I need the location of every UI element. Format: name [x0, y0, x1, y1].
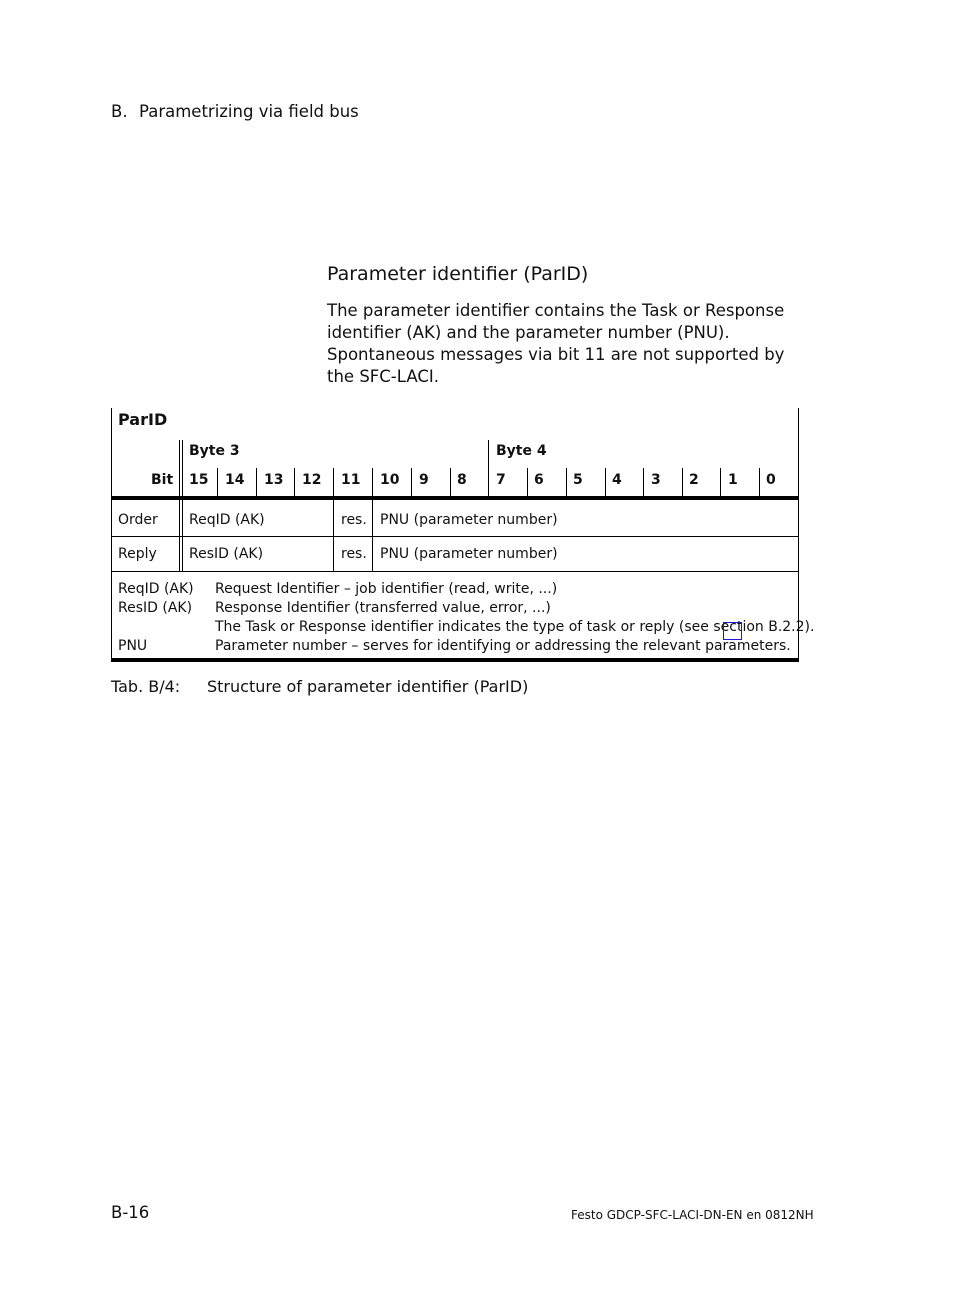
reply-row-label: Reply: [118, 546, 157, 562]
intro-paragraph: [327, 300, 797, 388]
bit-divider: [643, 468, 644, 496]
parid-table: [111, 408, 815, 662]
table-caption: [111, 677, 528, 696]
header-title: Parametrizing via field bus: [139, 102, 359, 121]
bit-divider: [372, 468, 373, 496]
legend-desc: Parameter number – serves for identifying or addressing the relevant parameters.: [215, 638, 791, 654]
bit-divider: [217, 468, 218, 496]
bit-13: 13: [264, 472, 284, 488]
bit-divider: [411, 468, 412, 496]
bit-1: 1: [728, 472, 738, 488]
legend-term: PNU: [118, 638, 148, 654]
legend-separator: [111, 571, 799, 572]
bit-divider: [720, 468, 721, 496]
footer-doc-id: Festo GDCP-SFC-LACI-DN-EN en 0812NH: [571, 1208, 814, 1222]
legend-term: ReqID (AK): [118, 581, 194, 597]
bit-divider: [605, 468, 606, 496]
legend-desc: The Task or Response identifier indicates the type of task or reply (see section B.2.2).: [215, 619, 815, 635]
table-title: ParID: [118, 410, 168, 429]
header-number: B.: [111, 102, 128, 121]
bit-6: 6: [534, 472, 544, 488]
bit-divider: [759, 468, 760, 496]
bit-11: 11: [341, 472, 361, 488]
reply-res: res.: [341, 546, 367, 562]
table-left-border: [111, 408, 112, 662]
caption-label: Tab. B/4:: [111, 677, 181, 696]
byte-3-label: Byte 3: [189, 443, 240, 459]
bit-label: Bit: [151, 472, 174, 488]
bit-5: 5: [573, 472, 583, 488]
section-title: Parameter identifier (ParID): [327, 263, 589, 285]
bit-7: 7: [496, 472, 506, 488]
bit-divider: [333, 468, 334, 496]
order-res: res.: [341, 512, 367, 528]
bit-2: 2: [689, 472, 699, 488]
order-row-label: Order: [118, 512, 158, 528]
byte4-left-line: [488, 440, 489, 496]
caption-text: Structure of parameter identifier (ParID): [207, 677, 529, 696]
byte3-left-line-2: [182, 440, 183, 496]
running-header: [111, 102, 359, 121]
bit-divider: [682, 468, 683, 496]
bit-4: 4: [612, 472, 622, 488]
reply-pnu: PNU (parameter number): [380, 546, 558, 562]
bit-divider: [256, 468, 257, 496]
reply-id: ResID (AK): [189, 546, 264, 562]
bit-0: 0: [766, 472, 776, 488]
byte3-left-line: [179, 440, 180, 496]
highlight-box: [723, 622, 742, 640]
bit-9: 9: [419, 472, 429, 488]
intro-line-2: Spontaneous messages via bit 11 are not supported by the SFC-LACI.: [327, 345, 785, 386]
bit-3: 3: [651, 472, 661, 488]
table-bottom-thick-rule: [111, 658, 799, 662]
byte-4-label: Byte 4: [496, 443, 547, 459]
page-number: B-16: [111, 1203, 150, 1222]
order-id: ReqID (AK): [189, 512, 265, 528]
order-pnu: PNU (parameter number): [380, 512, 558, 528]
bit-divider: [527, 468, 528, 496]
intro-line-1: The parameter identifier contains the Task or Response identifier (AK) and the parameter number (PNU).: [327, 301, 785, 342]
row-separator: [111, 536, 799, 537]
bit-divider: [294, 468, 295, 496]
legend-desc: Request Identifier – job identifier (read, write, ...): [215, 581, 558, 597]
bit-divider: [450, 468, 451, 496]
bit-8: 8: [457, 472, 467, 488]
legend-desc: Response Identifier (transferred value, error, ...): [215, 600, 551, 616]
header-thick-rule: [111, 496, 799, 500]
legend-term: ResID (AK): [118, 600, 193, 616]
bit-10: 10: [380, 472, 400, 488]
bit-divider: [566, 468, 567, 496]
bit-12: 12: [302, 472, 322, 488]
bit-15: 15: [189, 472, 209, 488]
bit-14: 14: [225, 472, 245, 488]
